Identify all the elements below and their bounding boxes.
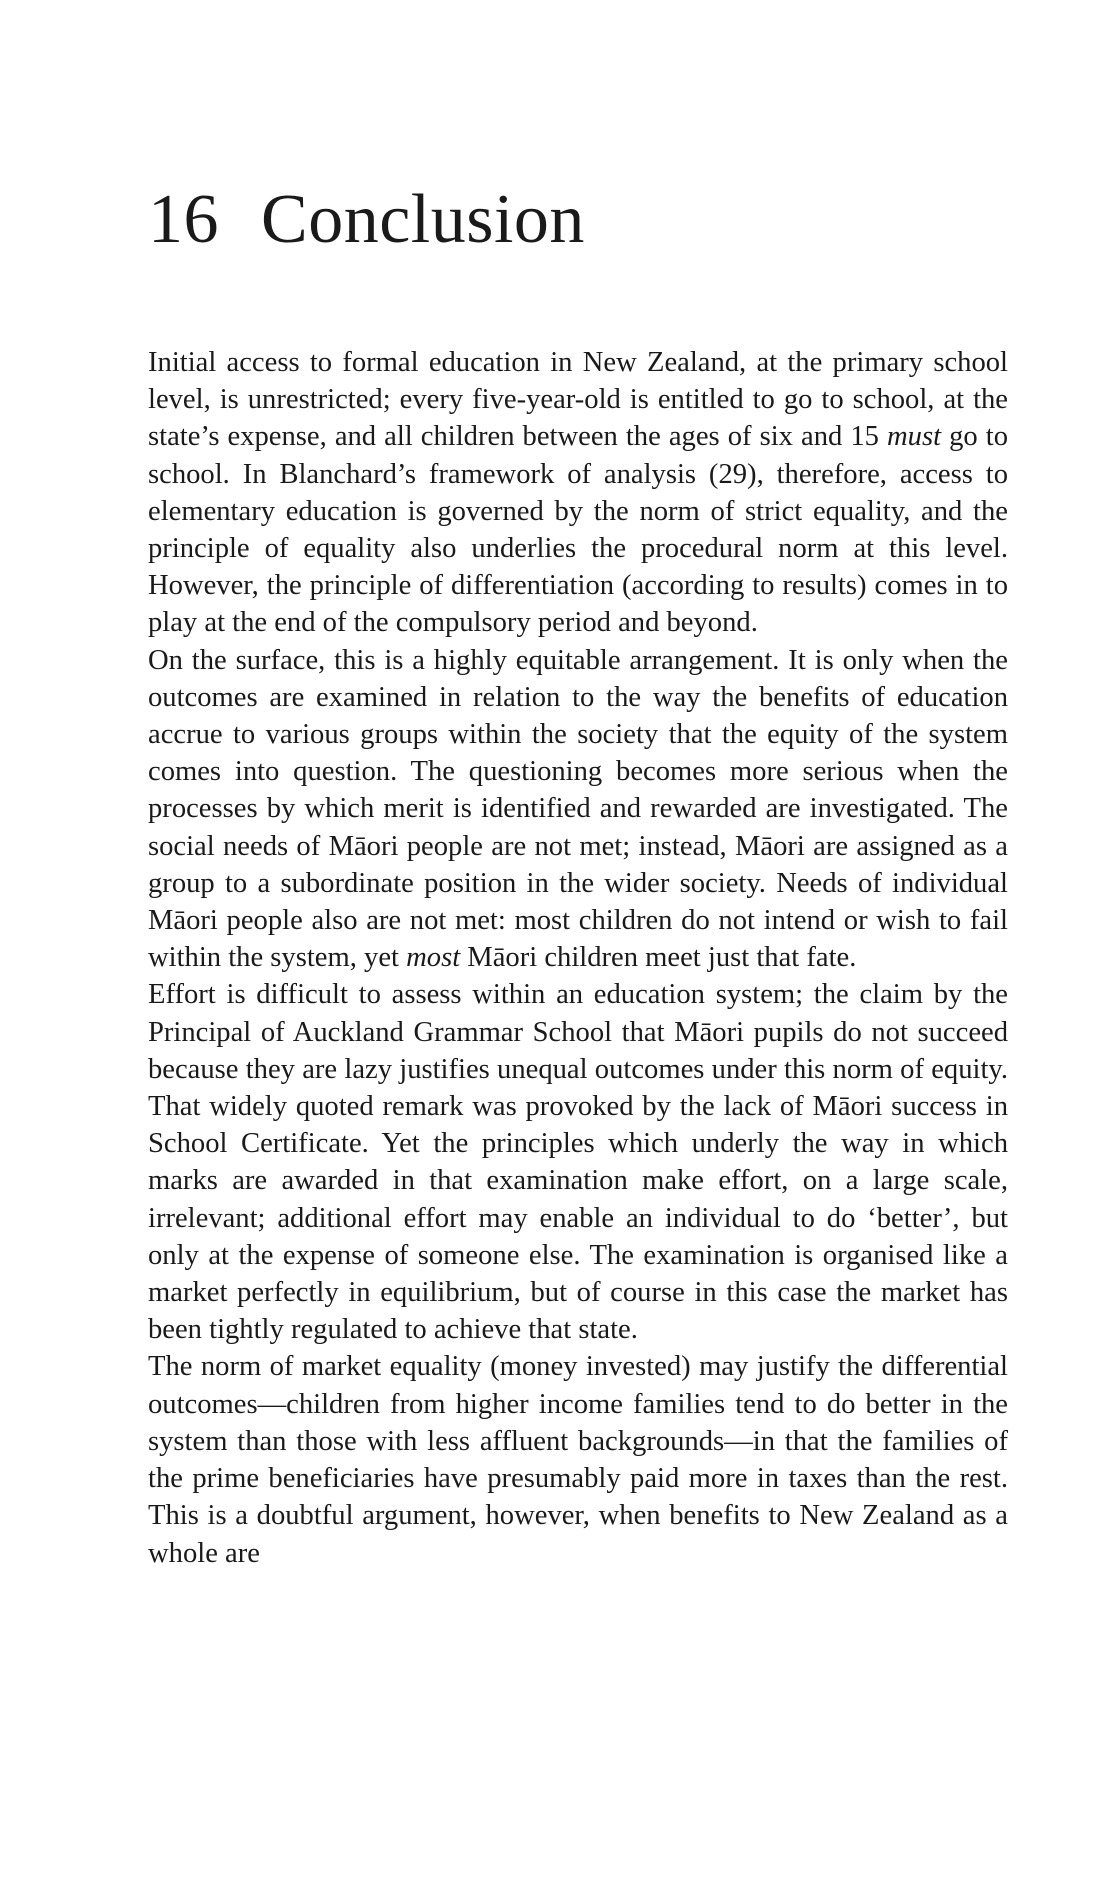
paragraph-1-emphasis: must — [887, 421, 942, 453]
paragraph-2-text-a: On the surface, this is a highly equitable arrangement. It is only when the outcomes are examined in relation to the way the benefits of education accrue to various groups within the society that the equity of the system comes into question. The questioning becomes more serious when the processes by which merit is identified and rewarded are investigated. The social needs of Māori people are not met; instead, Māori are assigned as a group to a subordinate position in the wider society. Needs of individual Māori people also are not met: most children do not intend or wish to fail within the system, yet — [148, 644, 1008, 974]
paragraph-1-text-a: Initial access to formal education in New Zealand, at the primary school level, is unrestricted; every five-year-old is entitled to go to school, at the state’s expense, and all children between the ages of six and 15 — [148, 347, 1008, 453]
paragraph-2-emphasis: most — [406, 942, 461, 974]
body-text — [148, 344, 1008, 1572]
paragraph-2 — [148, 642, 1008, 977]
paragraph-4 — [148, 1348, 1008, 1571]
paragraph-1-text-b: go to school. In Blanchard’s framework of analysis (29), therefore, access to elementary education is governed by the norm of strict equality, and the principle of equality also underlies the procedural norm at this level. However, the principle of differentiation (according to results) comes in to play at the end of the compulsory period and beyond. — [148, 421, 1008, 639]
paragraph-3-text: Effort is difficult to assess within an education system; the claim by the Principal of Auckland Grammar School that Māori pupils do not succeed because they are lazy justifies unequal outcomes under this norm of equity. That widely quoted remark was provoked by the lack of Māori success in School Certificate. Yet the principles which underly the way in which marks are awarded in that examination make effort, on a large scale, irrelevant; additional effort may enable an individual to do ‘better’, but only at the expense of someone else. The examination is organised like a market perfectly in equilibrium, but of course in this case the market has been tightly regulated to achieve that state. — [148, 979, 1008, 1346]
paragraph-1 — [148, 344, 1008, 642]
chapter-title: Conclusion — [261, 181, 585, 258]
paragraph-4-text: The norm of market equality (money invested) may justify the differential outcomes—children from higher income families tend to do better in the system than those with less affluent backgrounds—in that the families of the prime beneficiaries have presumably paid more in taxes than the rest. This is a doubtful argument, however, when benefits to New Zealand as a whole are — [148, 1351, 1008, 1569]
paragraph-2-text-b: Māori children meet just that fate. — [460, 942, 857, 974]
chapter-heading — [148, 180, 585, 260]
paragraph-3 — [148, 976, 1008, 1348]
chapter-number: 16 — [148, 181, 219, 258]
